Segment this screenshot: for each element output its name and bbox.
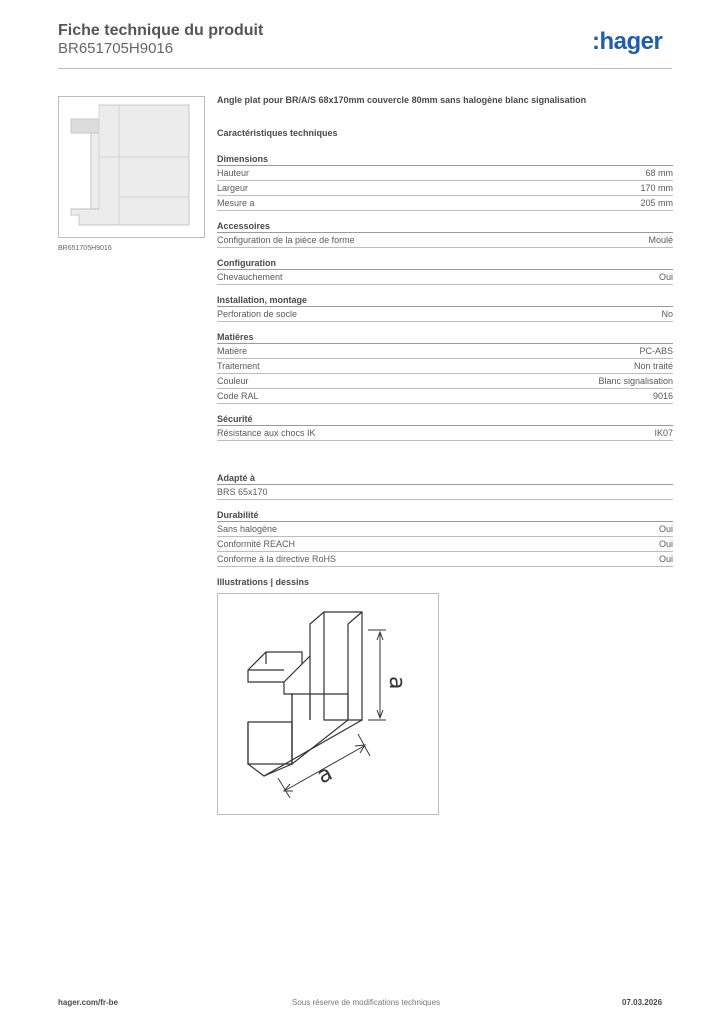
spec-row bbox=[217, 485, 673, 500]
spec-value: 170 mm bbox=[640, 183, 673, 193]
product-thumbnail bbox=[58, 96, 205, 238]
spec-value: 9016 bbox=[652, 391, 673, 401]
dimension-label-vertical: a bbox=[384, 676, 409, 690]
footer-website-link[interactable]: hager.com/fr-be bbox=[58, 998, 119, 1007]
spec-row bbox=[217, 552, 673, 567]
spec-value: Non traité bbox=[633, 361, 673, 371]
section-title: Sécurité bbox=[217, 412, 673, 426]
tech-heading: Caractéristiques techniques bbox=[217, 128, 338, 138]
spec-value: Blanc signalisation bbox=[598, 376, 673, 386]
spec-row bbox=[217, 389, 673, 404]
footer-disclaimer: Sous réserve de modifications techniques bbox=[292, 998, 441, 1007]
section-title: Durabilité bbox=[217, 508, 673, 522]
spec-section-durabilite bbox=[217, 508, 673, 567]
product-description: Angle plat pour BR/A/S 68x170mm couvercle 80mm sans halogène blanc signalisation bbox=[217, 95, 587, 105]
spec-row bbox=[217, 426, 673, 441]
spec-row bbox=[217, 522, 673, 537]
spec-row bbox=[217, 537, 673, 552]
product-reference: BR651705H9016 bbox=[58, 40, 174, 57]
spec-row bbox=[217, 166, 673, 181]
footer-date: 07.03.2026 bbox=[622, 998, 663, 1007]
page-title: Fiche technique du produit bbox=[58, 22, 264, 39]
spec-value: PC-ABS bbox=[639, 346, 673, 356]
spec-label: Chevauchement bbox=[217, 272, 283, 282]
section-title: Dimensions bbox=[217, 152, 673, 166]
spec-label: Largeur bbox=[217, 183, 249, 193]
spec-section-securite bbox=[217, 412, 673, 441]
spec-row bbox=[217, 196, 673, 211]
spec-value: 205 mm bbox=[640, 198, 673, 208]
spec-value: Oui bbox=[658, 539, 673, 549]
section-title: Configuration bbox=[217, 256, 673, 270]
spec-label: Conformité REACH bbox=[217, 539, 296, 549]
spec-value: Oui bbox=[658, 524, 673, 534]
spec-section-adapte bbox=[217, 471, 673, 500]
spec-label: Configuration de la pièce de forme bbox=[217, 235, 355, 245]
product-thumbnail-image bbox=[59, 97, 204, 237]
spec-row bbox=[217, 359, 673, 374]
technical-drawing-svg bbox=[218, 594, 438, 814]
spec-value: IK07 bbox=[654, 428, 673, 438]
spec-label: Résistance aux chocs IK bbox=[217, 428, 316, 438]
dimension-label-horizontal: a bbox=[313, 760, 337, 790]
hager-logo[interactable]: :hager bbox=[592, 28, 663, 55]
spec-value: Oui bbox=[658, 272, 673, 282]
illustrations-title: Illustrations | dessins bbox=[217, 577, 310, 587]
spec-label: Code RAL bbox=[217, 391, 259, 401]
logo-text: hager bbox=[599, 28, 663, 55]
spec-section-installation bbox=[217, 293, 673, 322]
spec-label: Mesure a bbox=[217, 198, 255, 208]
spec-label: Matière bbox=[217, 346, 248, 356]
spec-section-configuration bbox=[217, 256, 673, 285]
spec-row bbox=[217, 307, 673, 322]
spec-label: Hauteur bbox=[217, 168, 250, 178]
section-title: Adapté à bbox=[217, 471, 673, 485]
spec-row bbox=[217, 233, 673, 248]
technical-drawing bbox=[217, 593, 439, 815]
specs-content bbox=[217, 95, 673, 815]
spec-value: 68 mm bbox=[645, 168, 673, 178]
spec-label: Conforme à la directive RoHS bbox=[217, 554, 337, 564]
spec-value: No bbox=[661, 309, 673, 319]
header-divider bbox=[58, 68, 672, 69]
spec-label: BRS 65x170 bbox=[217, 487, 268, 497]
section-title: Matières bbox=[217, 330, 673, 344]
spec-label: Traitement bbox=[217, 361, 260, 371]
spec-row bbox=[217, 270, 673, 285]
spec-section-dimensions bbox=[217, 152, 673, 211]
spec-label: Sans halogène bbox=[217, 524, 278, 534]
section-title: Accessoires bbox=[217, 219, 673, 233]
spec-value: Moulé bbox=[648, 235, 673, 245]
spec-section-matieres bbox=[217, 330, 673, 404]
thumbnail-caption: BR651705H9016 bbox=[58, 245, 112, 252]
spec-value: Oui bbox=[658, 554, 673, 564]
spec-row bbox=[217, 344, 673, 359]
spec-row bbox=[217, 374, 673, 389]
spec-row bbox=[217, 181, 673, 196]
spacer bbox=[217, 449, 673, 471]
spec-label: Couleur bbox=[217, 376, 249, 386]
spec-label: Perforation de socle bbox=[217, 309, 298, 319]
spec-section-accessoires bbox=[217, 219, 673, 248]
section-title: Installation, montage bbox=[217, 293, 673, 307]
